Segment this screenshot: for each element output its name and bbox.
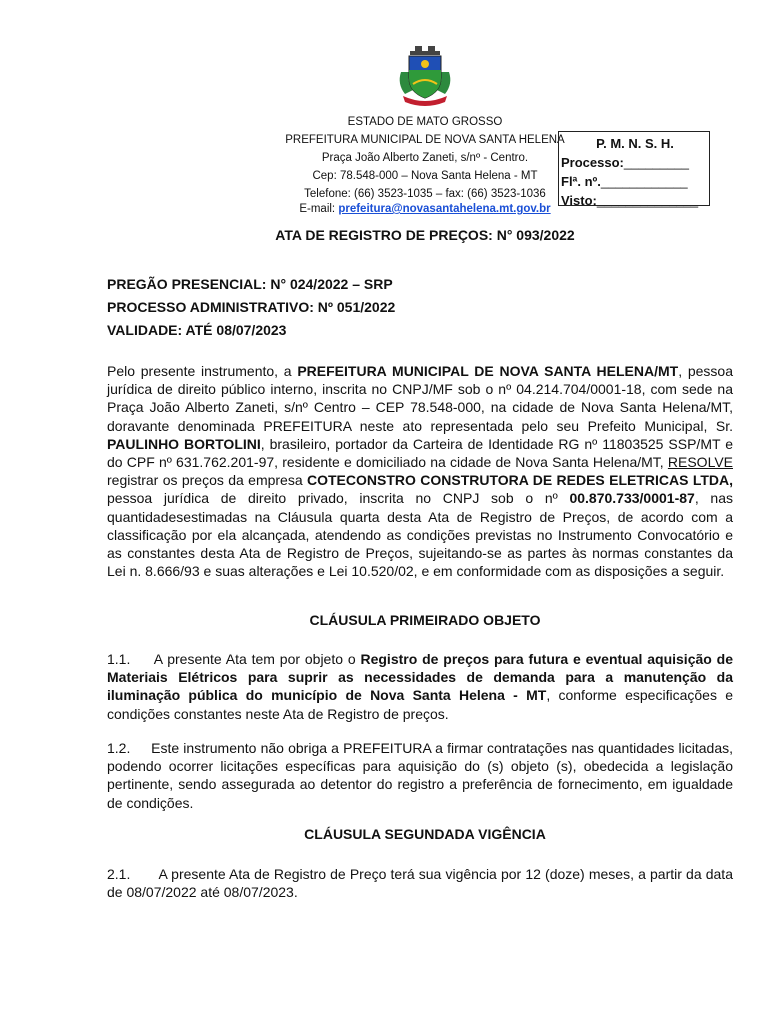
- clause-1-heading: CLÁUSULA PRIMEIRADO OBJETO: [309, 612, 541, 628]
- validade-line: VALIDADE: ATÉ 08/07/2023: [107, 322, 287, 338]
- header-phone: Telefone: (66) 3523-1035 – fax: (66) 3523-1036: [304, 188, 546, 200]
- protocol-stamp-box: [558, 131, 710, 206]
- header-cep: Cep: 78.548-000 – Nova Santa Helena - MT: [312, 170, 538, 182]
- header-address: Praça João Alberto Zaneti, s/nº - Centro.: [321, 152, 529, 164]
- header-state: ESTADO DE MATO GROSSO: [347, 116, 503, 128]
- municipal-coat-of-arms-icon: [395, 44, 455, 106]
- stamp-title: P. M. N. S. H.: [596, 136, 674, 151]
- clause-1-1: 1.1. A presente Ata tem por objeto o Registro de preços para futura e eventual aquisição de Materiais Elétricos para suprir as necessidades de demanda para a manutenção da iluminação pública do município de Nova Santa Helena - MT, conforme especificações e condições constantes neste Ata de Registro de preços.: [107, 651, 733, 722]
- stamp-visto: Visto:______________: [561, 193, 699, 208]
- pregao-line: PREGÃO PRESENCIAL: N° 024/2022 – SRP: [107, 276, 393, 292]
- stamp-fl: Flª. nº.____________: [561, 174, 688, 189]
- processo-line: PROCESSO ADMINISTRATIVO: Nº 051/2022: [107, 299, 396, 315]
- clause-2-1: 2.1. A presente Ata de Registro de Preço terá sua vigência por 12 (doze) meses, a partir da data de 08/07/2022 até 08/07/2023.: [107, 866, 737, 901]
- clause-1-2: 1.2. Este instrumento não obriga a PREFEITURA a firmar contratações nas quantidades licitadas, podendo ocorrer licitações específicas para aquisição do (s) objeto (s), obedecida a legislação pertinente, sendo assegurada ao detentor do registro a preferência de fornecimento, em igualdade de condições.: [107, 740, 737, 811]
- email-link[interactable]: prefeitura@novasantahelena.mt.gov.br: [338, 203, 551, 215]
- email-label: E-mail:: [299, 203, 339, 215]
- intro-paragraph: Pelo presente instrumento, a PREFEITURA MUNICIPAL DE NOVA SANTA HELENA/MT, pessoa jurídica de direito público interno, inscrita no CNPJ/MF sob o nº 04.214.704/0001-18, com sede na Praça João Alberto Zaneti, s/nº Centro – CEP 78.548-000, na cidade de Nova Santa Helena/MT, doravante denominada PREFEITURA neste ato representada pelo seu Prefeito Municipal, Sr. PAULINHO BORTOLINI, brasileiro, portador da Carteira de Identidade RG nº 11803525 SSP/MT e do CPF nº 631.762.201-97, residente e domiciliado na cidade de Nova Santa Helena/MT, RESOLVE registrar os preços da empresa COTECONSTRO CONSTRUTORA DE REDES ELETRICAS LTDA, pessoa jurídica de direito privado, inscrita no CNPJ sob o nº 00.870.733/0001-87, nas quantidadesestimadas na Cláusula quarta desta Ata de Registro de Preços, de acordo com a classificação por ela alcançada, atendendo as condições previstas no Instrumento Convocatório e as constantes desta Ata de Registro de Preços, sujeitando-se as partes às normas constantes da Lei n. 8.666/93 e suas alterações e Lei 10.520/02, e em conformidade com as disposições a seguir.: [107, 363, 734, 580]
- header-prefeitura: PREFEITURA MUNICIPAL DE NOVA SANTA HELENA: [285, 134, 565, 146]
- stamp-processo: Processo:_________: [561, 155, 689, 170]
- document-title: ATA DE REGISTRO DE PREÇOS: N° 093/2022: [275, 227, 575, 243]
- clause-2-heading: CLÁUSULA SEGUNDADA VIGÊNCIA: [304, 826, 546, 842]
